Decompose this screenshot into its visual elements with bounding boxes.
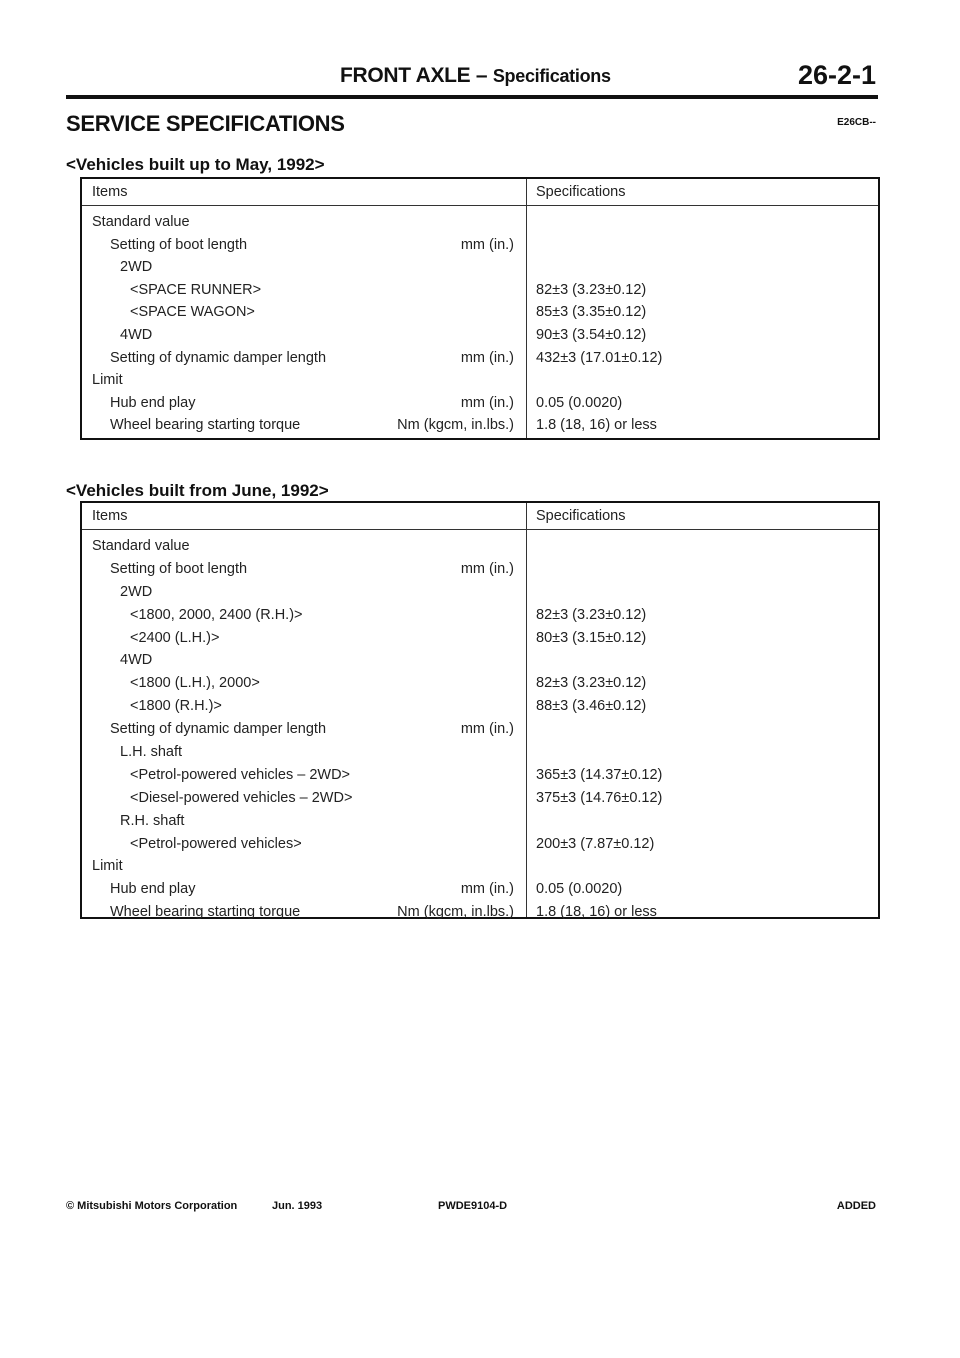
table-row xyxy=(82,718,878,741)
table-row xyxy=(82,234,878,257)
table-row xyxy=(82,604,878,627)
header-rule xyxy=(66,95,878,99)
spec-table-2 xyxy=(80,501,880,919)
spec-cell: 365±3 (14.37±0.12) xyxy=(536,766,663,783)
spec-cell: 200±3 (7.87±0.12) xyxy=(536,835,655,852)
spec-cell: 375±3 (14.76±0.12) xyxy=(536,789,663,806)
footer-doc-code: PWDE9104-D xyxy=(438,1200,508,1212)
section-code: E26CB-- xyxy=(837,117,876,128)
table-row xyxy=(82,833,878,856)
table-row xyxy=(82,301,878,324)
table-row xyxy=(82,741,878,764)
item-cell: Wheel bearing starting torque xyxy=(110,417,301,434)
table-row xyxy=(82,256,878,279)
unit-cell: mm (in.) xyxy=(460,881,514,898)
table-caption-2: <Vehicles built from June, 1992> xyxy=(66,481,329,500)
spec-cell: 85±3 (3.35±0.12) xyxy=(536,304,647,321)
footer-date: Jun. 1993 xyxy=(272,1200,323,1212)
table-row xyxy=(82,627,878,650)
table-header xyxy=(82,179,878,206)
unit-cell: mm (in.) xyxy=(460,560,514,577)
item-cell: Setting of boot length xyxy=(110,236,248,253)
item-cell: <1800 (R.H.)> xyxy=(130,698,222,715)
unit-cell: mm (in.) xyxy=(460,394,514,411)
table-body xyxy=(82,530,878,924)
table-row xyxy=(82,764,878,787)
spec-cell: 0.05 (0.0020) xyxy=(536,881,623,898)
col-header-specifications: Specifications xyxy=(536,184,626,200)
item-cell: Setting of boot length xyxy=(110,560,248,577)
item-cell: Wheel bearing starting torque xyxy=(110,904,301,921)
table-row xyxy=(82,695,878,718)
spec-cell: 82±3 (3.23±0.12) xyxy=(536,606,647,623)
spec-cell: 82±3 (3.23±0.12) xyxy=(536,281,647,298)
table-row xyxy=(82,810,878,833)
title-main: FRONT AXLE xyxy=(340,64,471,87)
item-cell: <Petrol-powered vehicles> xyxy=(130,835,302,852)
table-row xyxy=(82,878,878,901)
unit-cell: mm (in.) xyxy=(460,349,514,366)
item-cell: Standard value xyxy=(92,214,190,230)
item-cell: 2WD xyxy=(120,583,153,600)
item-cell: Limit xyxy=(92,858,123,875)
spec-cell: 1.8 (18, 16) or less xyxy=(536,417,657,434)
item-cell: Setting of dynamic damper length xyxy=(110,349,327,366)
item-cell: <SPACE WAGON> xyxy=(130,304,255,321)
table-row xyxy=(82,211,878,234)
section-title: SERVICE SPECIFICATIONS xyxy=(66,111,345,136)
table-body xyxy=(82,206,878,437)
unit-cell: Nm (kgcm, in.lbs.) xyxy=(397,904,514,921)
item-cell: <Diesel-powered vehicles – 2WD> xyxy=(130,789,353,806)
col-header-items: Items xyxy=(92,184,128,200)
table-caption-1: <Vehicles built up to May, 1992> xyxy=(66,155,325,174)
item-cell: <1800 (L.H.), 2000> xyxy=(130,675,260,692)
item-cell: Hub end play xyxy=(110,394,196,411)
page-number: 26-2-1 xyxy=(797,60,876,90)
footer-copyright: © Mitsubishi Motors Corporation xyxy=(66,1200,238,1212)
table-row xyxy=(82,649,878,672)
table-row xyxy=(82,324,878,347)
spec-cell: 82±3 (3.23±0.12) xyxy=(536,675,647,692)
item-cell: Limit xyxy=(92,372,123,389)
spec-cell: 88±3 (3.46±0.12) xyxy=(536,698,647,715)
spec-cell: 90±3 (3.54±0.12) xyxy=(536,326,647,343)
spec-cell: 0.05 (0.0020) xyxy=(536,394,623,411)
footer-status: ADDED xyxy=(836,1200,876,1212)
table-row xyxy=(82,347,878,370)
table-row xyxy=(82,787,878,810)
table-row xyxy=(82,414,878,437)
unit-cell: Nm (kgcm, in.lbs.) xyxy=(397,417,514,434)
col-header-specifications: Specifications xyxy=(536,508,626,524)
spec-cell: 1.8 (18, 16) or less xyxy=(536,904,657,921)
item-cell: 2WD xyxy=(120,259,153,276)
table-row xyxy=(82,855,878,878)
table-row xyxy=(82,558,878,581)
unit-cell: mm (in.) xyxy=(460,721,514,738)
item-cell: Hub end play xyxy=(110,881,196,898)
item-cell: 4WD xyxy=(120,652,153,669)
title-separator: – xyxy=(470,64,493,87)
table-row xyxy=(82,901,878,924)
table-header xyxy=(82,503,878,530)
table-row xyxy=(82,672,878,695)
table-row xyxy=(82,369,878,392)
item-cell: <2400 (L.H.)> xyxy=(130,629,220,646)
table-row xyxy=(82,581,878,604)
table-row xyxy=(82,392,878,415)
unit-cell: mm (in.) xyxy=(460,236,514,253)
item-cell: <1800, 2000, 2400 (R.H.)> xyxy=(130,606,303,623)
item-cell: L.H. shaft xyxy=(120,744,183,761)
spec-cell: 80±3 (3.15±0.12) xyxy=(536,629,647,646)
item-cell: Setting of dynamic damper length xyxy=(110,721,327,738)
spec-table-1 xyxy=(80,177,880,440)
item-cell: 4WD xyxy=(120,326,153,343)
item-cell: <SPACE RUNNER> xyxy=(130,281,262,298)
item-cell: Standard value xyxy=(92,538,190,554)
table-row xyxy=(82,535,878,558)
item-cell: <Petrol-powered vehicles – 2WD> xyxy=(130,766,351,783)
page-title xyxy=(340,64,611,88)
item-cell: R.H. shaft xyxy=(120,812,185,829)
spec-cell: 432±3 (17.01±0.12) xyxy=(536,349,663,366)
table-row xyxy=(82,279,878,302)
title-sub: Specifications xyxy=(492,66,611,86)
col-header-items: Items xyxy=(92,508,128,524)
